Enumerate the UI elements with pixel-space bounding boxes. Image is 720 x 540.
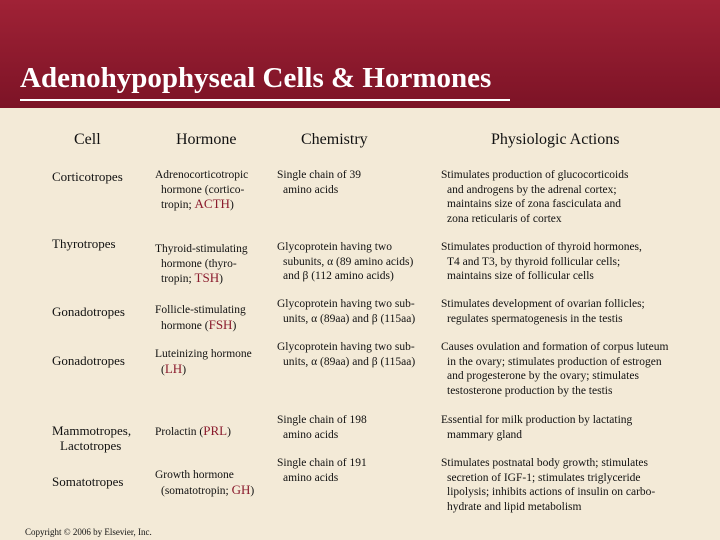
row-1-chemistry — [277, 168, 361, 197]
row-3-chemistry-line: Glycoprotein having two sub- — [277, 298, 415, 310]
row-3-hormone-abbreviation: FSH — [208, 316, 233, 332]
row-6-hormone-close: ) — [250, 484, 255, 497]
row-3-hormone-line: hormone ( — [161, 319, 209, 332]
row-3-cell-type — [52, 304, 125, 319]
row-2-hormone-line: Thyroid-stimulating — [155, 243, 248, 255]
row-4-action-line: testosterone production by the testis — [447, 384, 613, 397]
row-4-hormone-line: Luteinizing hormone — [155, 348, 252, 360]
row-3-chemistry-line: units, α (89aa) and β (115aa) — [283, 312, 416, 325]
row-2-cell-type — [52, 236, 116, 251]
row-4-action-line: and progesterone by the ovary; stimulates — [447, 370, 639, 382]
column-header-hormone: Hormone — [176, 131, 237, 148]
row-5-hormone-abbreviation: PRL — [203, 423, 228, 438]
row-5-chemistry-line: amino acids — [283, 428, 339, 441]
row-1-actions — [441, 168, 628, 226]
row-1-cell-line: Corticotropes — [52, 169, 123, 184]
row-1-chemistry-line: Single chain of 39 — [277, 169, 361, 181]
row-4-cell-type — [52, 353, 125, 368]
row-3-hormone — [155, 303, 246, 333]
row-6-cell-line: Somatotropes — [52, 474, 124, 489]
row-2-hormone — [155, 242, 248, 287]
row-4-action-line: Causes ovulation and formation of corpus luteum — [441, 341, 669, 353]
row-2-chemistry-line: and β (112 amino acids) — [283, 270, 394, 282]
row-2-action-line: T4 and T3, by thyroid follicular cells; — [447, 255, 621, 268]
column-header-cell: Cell — [74, 131, 101, 148]
row-6-actions — [441, 456, 655, 514]
row-2-hormone-line: hormone (thyro- — [161, 257, 237, 270]
row-4-hormone-line: ( — [161, 363, 165, 376]
row-5-action-line: mammary gland — [447, 428, 523, 441]
row-5-cell-type — [52, 423, 131, 453]
row-6-hormone — [155, 468, 254, 498]
row-6-chemistry-line: amino acids — [283, 471, 339, 484]
row-5-cell-line: Mammotropes, — [52, 423, 132, 438]
slide-title: Adenohypophyseal Cells & Hormones — [20, 62, 492, 94]
row-5-action-line: Essential for milk production by lactating — [441, 414, 633, 426]
row-1-hormone — [155, 168, 248, 213]
row-1-hormone-abbreviation: ACTH — [194, 196, 230, 211]
row-1-action-line: and androgens by the adrenal cortex; — [447, 183, 617, 196]
row-3-actions — [441, 297, 645, 326]
row-4-chemistry-line: units, α (89aa) and β (115aa) — [283, 355, 416, 368]
row-5-hormone-line: Prolactin ( — [155, 426, 204, 438]
copyright-footer: Copyright © 2006 by Elsevier, Inc. — [25, 527, 152, 537]
row-2-cell-line: Thyrotropes — [52, 236, 116, 251]
column-header-chemistry: Chemistry — [301, 131, 368, 148]
title-underline — [20, 99, 510, 101]
row-6-action-line: hydrate and lipid metabolism — [447, 500, 582, 513]
row-2-hormone-abbreviation: TSH — [194, 270, 220, 285]
row-1-action-line: Stimulates production of glucocorticoids — [441, 169, 629, 181]
row-6-hormone-line: (somatotropin; — [161, 484, 232, 497]
row-6-action-line: Stimulates postnatal body growth; stimulates — [441, 457, 648, 469]
row-2-hormone-line: tropin; — [161, 273, 195, 285]
row-6-chemistry — [277, 456, 367, 485]
row-5-chemistry — [277, 413, 367, 442]
row-2-action-line: maintains size of follicular cells — [447, 270, 594, 282]
row-1-action-line: zona reticularis of cortex — [447, 212, 562, 225]
row-1-chemistry-line: amino acids — [283, 183, 339, 196]
row-4-hormone — [155, 347, 252, 377]
row-5-cell-line: Lactotropes — [60, 438, 122, 453]
row-5-hormone-close: ) — [227, 426, 231, 438]
row-4-hormone-abbreviation: LH — [164, 360, 183, 376]
row-1-hormone-line: hormone (cortico- — [161, 183, 245, 196]
row-4-cell-line: Gonadotropes — [52, 353, 125, 368]
row-6-hormone-abbreviation: GH — [231, 481, 251, 497]
row-4-actions — [441, 340, 668, 398]
row-5-hormone — [155, 424, 231, 440]
row-6-cell-type — [52, 474, 124, 489]
row-2-hormone-close: ) — [219, 273, 223, 285]
row-4-chemistry-line: Glycoprotein having two sub- — [277, 341, 415, 353]
row-4-action-line: in the ovary; stimulates production of estrogen — [447, 355, 662, 368]
row-6-hormone-line: Growth hormone — [155, 469, 234, 481]
row-3-action-line: regulates spermatogenesis in the testis — [447, 312, 623, 325]
row-3-hormone-close: ) — [232, 319, 237, 332]
row-2-chemistry-line: Glycoprotein having two — [277, 241, 392, 253]
row-1-cell-type — [52, 169, 123, 184]
row-5-chemistry-line: Single chain of 198 — [277, 414, 367, 426]
row-1-action-line: maintains size of zona fasciculata and — [447, 198, 622, 210]
row-3-cell-line: Gonadotropes — [52, 304, 125, 319]
row-1-hormone-line: Adrenocorticotropic — [155, 169, 249, 181]
row-3-action-line: Stimulates development of ovarian follicles; — [441, 298, 645, 310]
row-2-chemistry — [277, 240, 413, 284]
row-6-action-line: secretion of IGF-1; stimulates triglyceride — [447, 471, 641, 484]
column-header-physiologic-actions: Physiologic Actions — [491, 131, 620, 148]
row-2-action-line: Stimulates production of thyroid hormones, — [441, 241, 642, 253]
row-3-hormone-line: Follicle-stimulating — [155, 304, 246, 316]
row-3-chemistry — [277, 297, 415, 326]
row-6-action-line: lipolysis; inhibits actions of insulin on carbo- — [447, 486, 656, 498]
row-4-hormone-close: ) — [182, 363, 187, 376]
row-5-actions — [441, 413, 632, 442]
row-1-hormone-close: ) — [229, 199, 234, 211]
row-2-chemistry-line: subunits, α (89 amino acids) — [283, 255, 414, 268]
row-6-chemistry-line: Single chain of 191 — [277, 457, 367, 469]
row-2-actions — [441, 240, 642, 284]
row-1-hormone-line: tropin; — [161, 199, 195, 211]
row-4-chemistry — [277, 340, 415, 369]
